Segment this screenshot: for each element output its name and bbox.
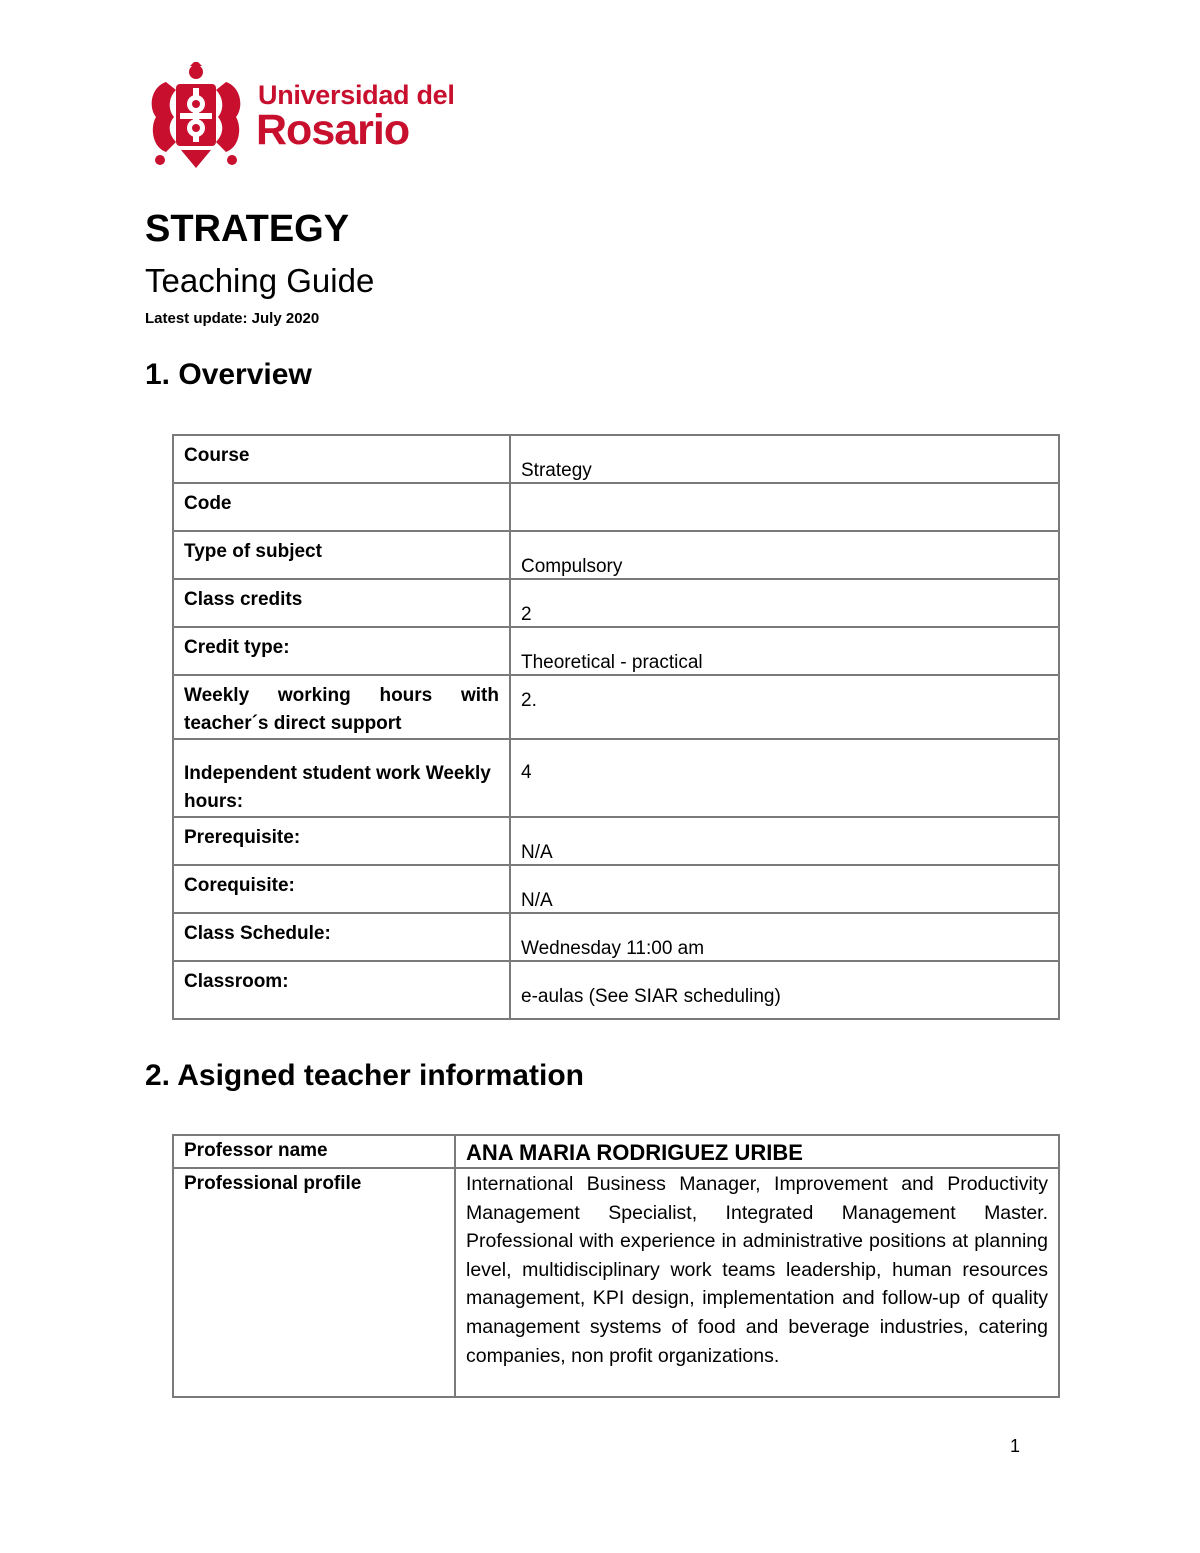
section-heading-teacher: 2. Asigned teacher information: [145, 1059, 584, 1092]
row-value: Compulsory: [510, 531, 1059, 579]
table-row: [173, 531, 1059, 579]
university-seal-icon: [146, 62, 246, 170]
table-row: [173, 1168, 1059, 1397]
table-row: [173, 483, 1059, 531]
teacher-table: [172, 1134, 1060, 1398]
professor-name-label: Professor name: [173, 1135, 455, 1168]
row-value: N/A: [510, 865, 1059, 913]
row-value: Strategy: [510, 435, 1059, 483]
table-row: [173, 579, 1059, 627]
section-heading-overview: 1. Overview: [145, 358, 312, 391]
row-value: Theoretical - practical: [510, 627, 1059, 675]
row-label: Code: [173, 483, 510, 531]
row-label: Corequisite:: [173, 865, 510, 913]
overview-table: [172, 434, 1060, 1020]
university-logo: [146, 62, 455, 170]
latest-update: Latest update: July 2020: [145, 310, 320, 327]
row-label: Classroom:: [173, 961, 510, 1019]
professional-profile-text: International Business Manager, Improvement and Productivity Management Specialist, Integrated Management Master. Professional with experience in administrative positions at planning level, multidisciplinary work teams leadership, human resources management, KPI design, implementation and follow-up of quality management systems of food and beverage industries, catering companies, non profit organizations.: [455, 1168, 1059, 1397]
logo-text-line2: Rosario: [256, 106, 410, 154]
row-label: Class Schedule:: [173, 913, 510, 961]
row-label: Prerequisite:: [173, 817, 510, 865]
table-row: [173, 675, 1059, 739]
page-number: 1: [1010, 1436, 1021, 1456]
table-row: [173, 913, 1059, 961]
row-label: Class credits: [173, 579, 510, 627]
row-label: Type of subject: [173, 531, 510, 579]
table-row: [173, 1135, 1059, 1168]
row-label: Credit type:: [173, 627, 510, 675]
row-value: N/A: [510, 817, 1059, 865]
table-row: [173, 961, 1059, 1019]
professional-profile-label: Professional profile: [173, 1168, 455, 1397]
row-value: [510, 483, 1059, 531]
row-label: Independent student work Weekly hours:: [173, 739, 510, 817]
professor-name: ANA MARIA RODRIGUEZ URIBE: [455, 1135, 1059, 1168]
row-label: Weekly working hours with teacher´s direct support: [173, 675, 510, 739]
table-row: [173, 865, 1059, 913]
table-row: [173, 739, 1059, 817]
row-value: 2: [510, 579, 1059, 627]
row-value: e-aulas (See SIAR scheduling): [510, 961, 1059, 1019]
row-value: Wednesday 11:00 am: [510, 913, 1059, 961]
table-row: [173, 627, 1059, 675]
document-title: STRATEGY: [145, 208, 350, 250]
logo-text-line1: Universidad del: [258, 80, 455, 110]
row-value: 4: [510, 739, 1059, 817]
document-subtitle: Teaching Guide: [145, 262, 375, 299]
table-row: [173, 435, 1059, 483]
table-row: [173, 817, 1059, 865]
row-value: 2.: [510, 675, 1059, 739]
row-label: Course: [173, 435, 510, 483]
